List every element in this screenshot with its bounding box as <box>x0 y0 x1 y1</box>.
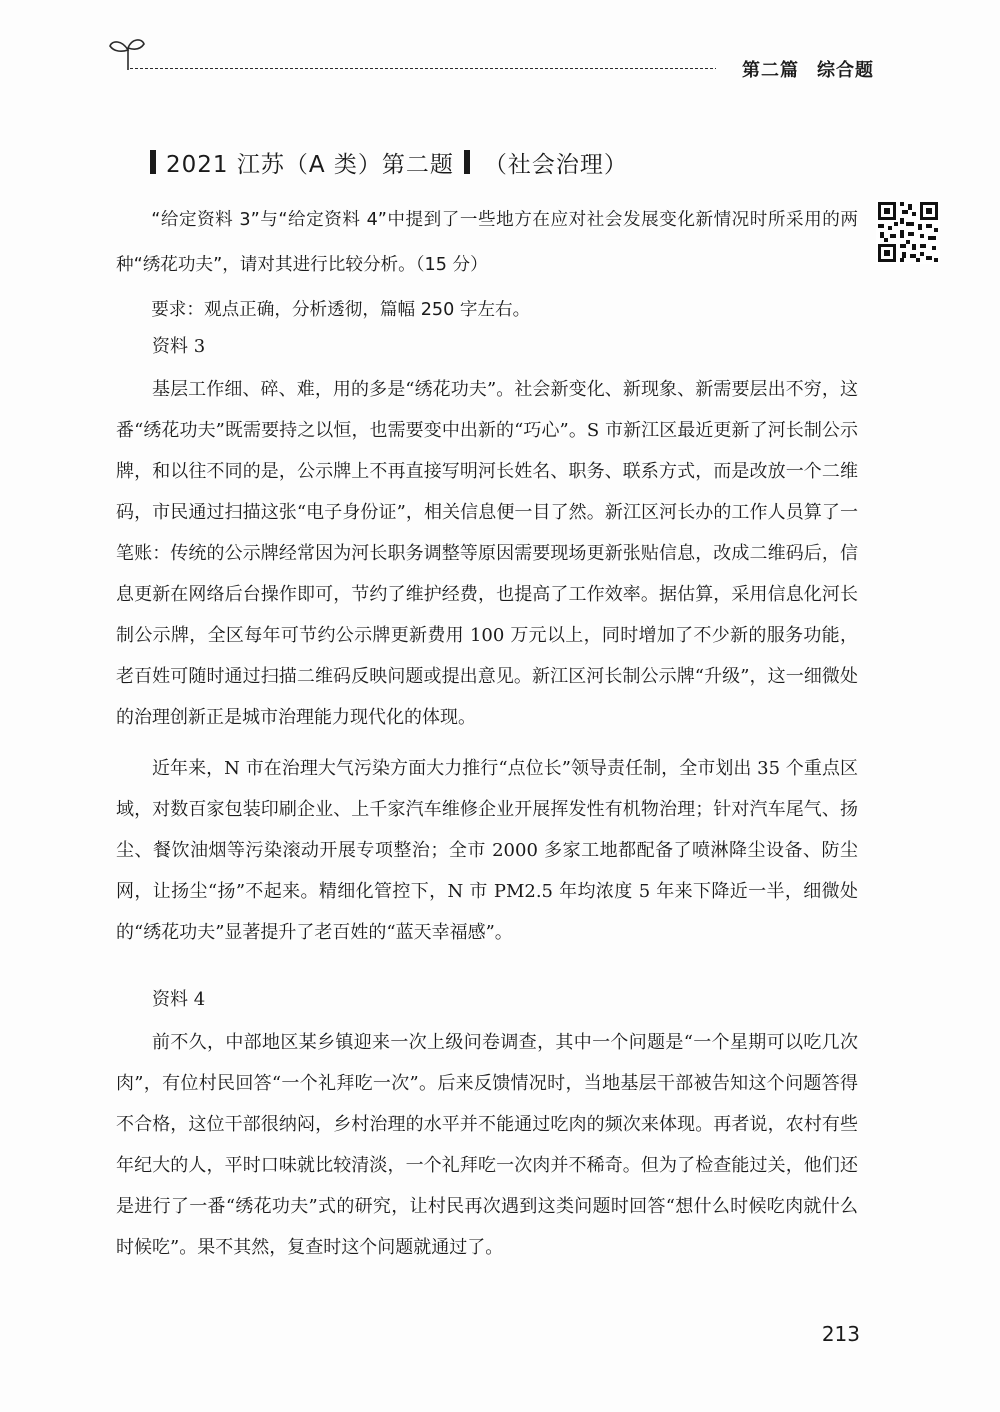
question-requirement: 要求：观点正确，分析透彻，篇幅 250 字左右。 <box>151 300 531 320</box>
title-topic: （社会治理） <box>483 151 628 178</box>
header-part: 第二篇 <box>742 60 799 81</box>
qr-code-icon[interactable] <box>876 200 940 264</box>
material-4 <box>116 978 858 1268</box>
header-section: 综合题 <box>817 60 874 81</box>
material-3-label: 资料 3 <box>152 336 206 357</box>
question-block <box>116 198 858 333</box>
title-bar-left <box>150 150 156 174</box>
page-number: 213 <box>821 1322 860 1346</box>
title-main: 2021 江苏（A 类）第二题 <box>166 151 454 178</box>
page-header <box>106 30 874 81</box>
question-prompt: “给定资料 3”与“给定资料 4”中提到了一些地方在应对社会发展变化新情况时所采用的两种“绣花功夫”，请对其进行比较分析。（15 分） <box>116 210 858 275</box>
title-bar-right <box>464 150 470 174</box>
material-3-paragraph-1: 基层工作细、碎、难，用的多是“绣花功夫”。社会新变化、新现象、新需要层出不穷，这番“绣花功夫”既需要持之以恒，也需要变中出新的“巧心”。S 市新江区最近更新了河长制公示牌，和以往不同的是，公示牌上不再直接写明河长姓名、职务、联系方式，而是改放一个二维码，市民通过扫描这张“电子身份证”，相关信息便一目了然。新江区河长办的工作人员算了一笔账：传统的公示牌经常因为河长职务调整等原因需要现场更新张贴信息，改成二维码后，信息更新在网络后台操作即可，节约了维护经费，也提高了工作效率。据估算，采用信息化河长制公示牌，全区每年可节约公示牌更新费用 100 万元以上，同时增加了不少新的服务功能，老百姓可随时通过扫描二维码反映问题或提出意见。新江区河长制公示牌“升级”，这一细微处的治理创新正是城市治理能力现代化的体现。 <box>116 379 858 728</box>
material-4-label: 资料 4 <box>152 989 206 1010</box>
question-title <box>150 142 628 182</box>
header-section-label <box>716 56 874 82</box>
material-4-paragraph-1: 前不久，中部地区某乡镇迎来一次上级问卷调查，其中一个问题是“一个星期可以吃几次肉”，有位村民回答“一个礼拜吃一次”。后来反馈情况时，当地基层干部被告知这个问题答得不合格，这位干部很纳闷，乡村治理的水平并不能通过吃肉的频次来体现。再者说，农村有些年纪大的人，平时口味就比较清淡，一个礼拜吃一次肉并不稀奇。但为了检查能过关，他们还是进行了一番“绣花功夫”式的研究，让村民再次遇到这类问题时回答“想什么时候吃肉就什么时候吃”。果不其然，复查时这个问题就通过了。 <box>116 1032 858 1258</box>
material-3-paragraph-2: 近年来，N 市在治理大气污染方面大力推行“点位长”领导责任制，全市划出 35 个重点区域，对数百家包装印刷企业、上千家汽车维修企业开展挥发性有机物治理；针对汽车尾气、扬尘、餐饮油烟等污染滚动开展专项整治；全市 2000 多家工地都配备了喷淋降尘设备、防尘网，让扬尘“扬”不起来。精细化管控下，N 市 PM2.5 年均浓度 5 年来下降近一半，细微处的“绣花功夫”显著提升了老百姓的“蓝天幸福感”。 <box>116 758 858 943</box>
material-3 <box>116 325 858 953</box>
header-divider <box>130 68 808 69</box>
